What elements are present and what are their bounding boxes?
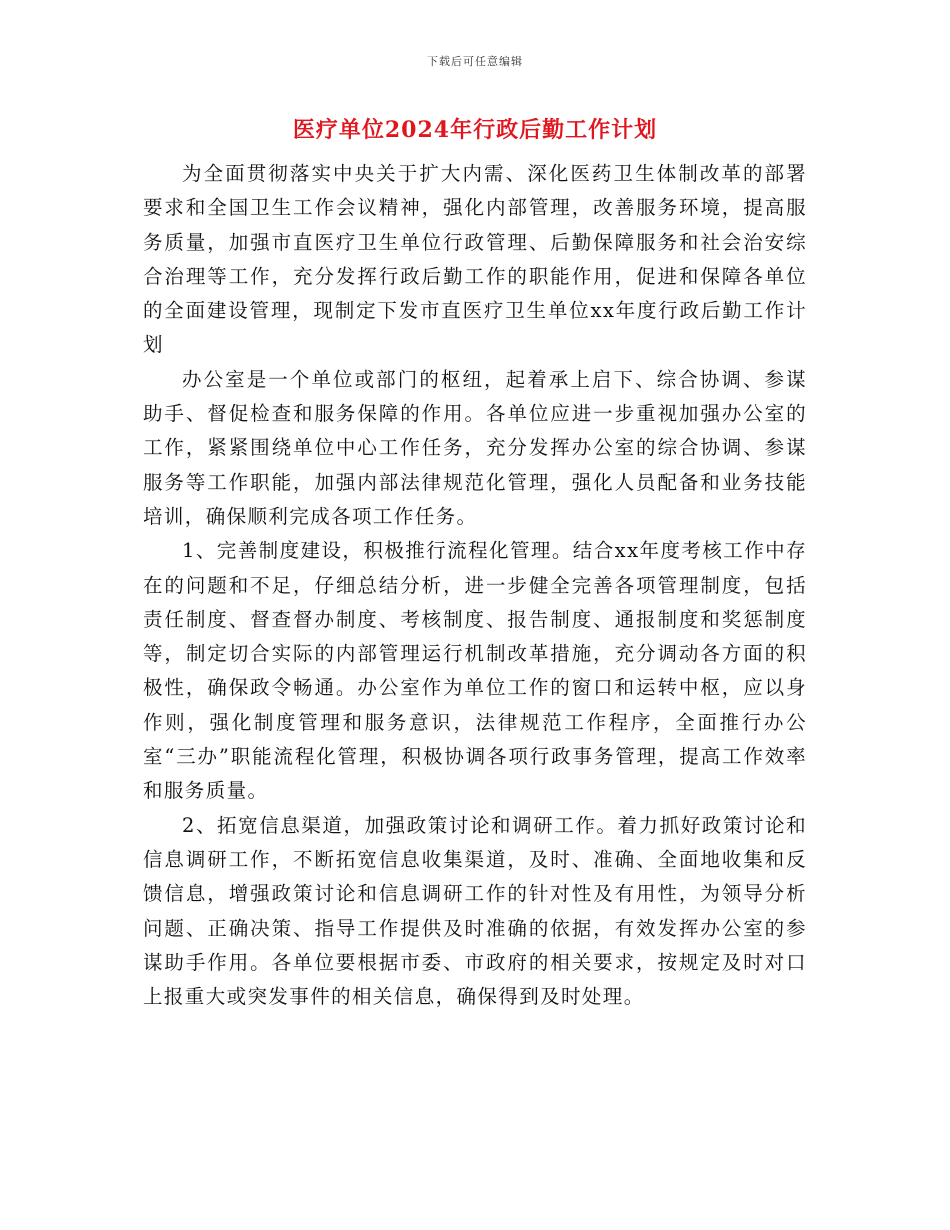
paragraph-office-role: 办公室是一个单位或部门的枢纽，起着承上启下、综合协调、参谋助手、督促检查和服务保障的作用。各单位应进一步重视加强办公室的工作，紧紧围绕单位中心工作任务，充分发挥办公室的综合协调、参谋服务等工作职能，加强内部法律规范化管理，强化人员配备和业务技能培训，确保顺利完成各项工作任务。 <box>143 367 807 528</box>
document-title: 医疗单位2024年行政后勤工作计划 <box>292 117 658 143</box>
paragraph-intro: 为全面贯彻落实中央关于扩大内需、深化医药卫生体制改革的部署要求和全国卫生工作会议精神，强化内部管理，改善服务环境，提高服务质量，加强市直医疗卫生单位行政管理、后勤保障服务和社会治安综合治理等工作，充分发挥行政后勤工作的职能作用，促进和保障各单位的全面建设管理，现制定下发市直医疗卫生单位xx年度行政后勤工作计划 <box>143 162 807 357</box>
document-body <box>143 157 807 1014</box>
paragraph-item-1: 1、完善制度建设，积极推行流程化管理。结合xx年度考核工作中存在的问题和不足，仔细总结分析，进一步健全完善各项管理制度，包括责任制度、督查督办制度、考核制度、报告制度、通报制度和奖惩制度等，制定切合实际的内部管理运行机制改革措施，充分调动各方面的积极性，确保政令畅通。办公室作为单位工作的窗口和运转中枢，应以身作则，强化制度管理和服务意识，法律规范工作程序，全面推行办公室“三办”职能流程化管理，积极协调各项行政事务管理，提高工作效率和服务质量。 <box>143 539 807 803</box>
paragraph-item-2: 2、拓宽信息渠道，加强政策讨论和调研工作。着力抓好政策讨论和信息调研工作，不断拓宽信息收集渠道，及时、准确、全面地收集和反馈信息，增强政策讨论和信息调研工作的针对性及有用性，为领导分析问题、正确决策、指导工作提供及时准确的依据，有效发挥办公室的参谋助手作用。各单位要根据市委、市政府的相关要求，按规定及时对口上报重大或突发事件的相关信息，确保得到及时处理。 <box>143 813 807 1009</box>
header-note: 下载后可任意编辑 <box>427 55 523 68</box>
